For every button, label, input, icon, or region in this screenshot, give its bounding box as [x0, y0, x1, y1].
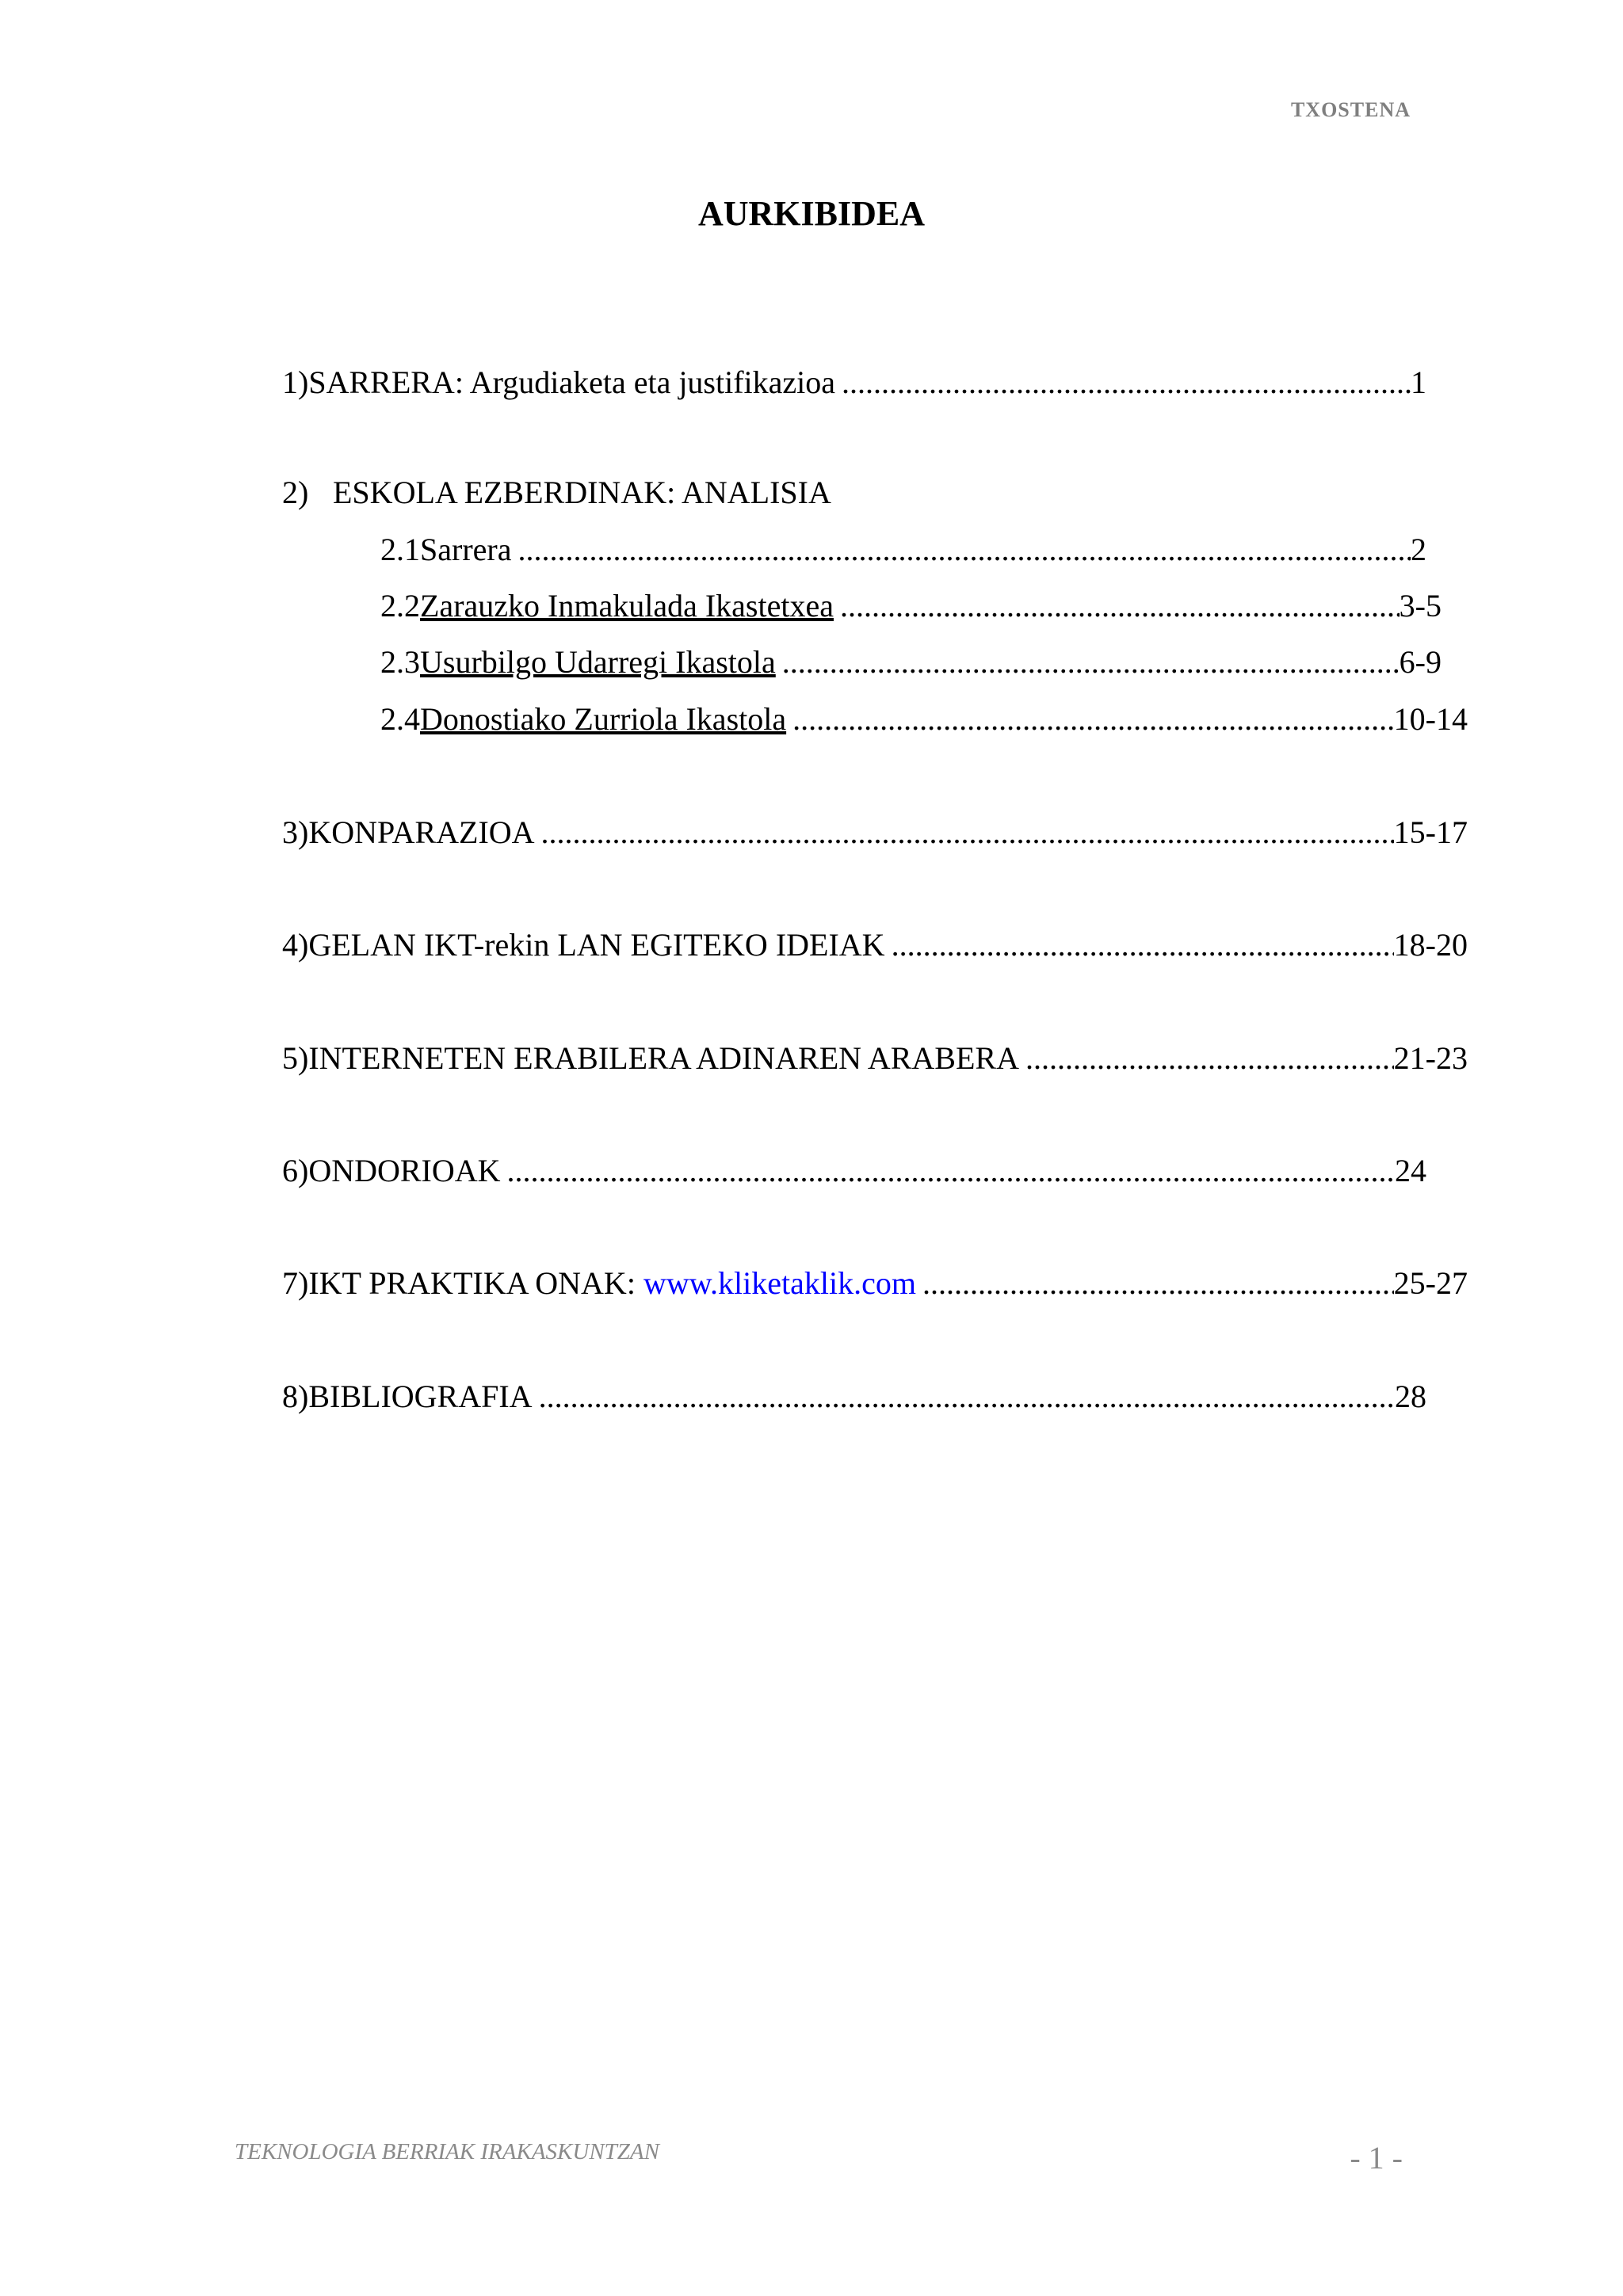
toc-entry-5[interactable]: [282, 1038, 1468, 1079]
toc-entry-1[interactable]: [282, 362, 1426, 403]
page-title: AURKIBIDEA: [697, 194, 926, 233]
toc-label: Sarrera: [420, 532, 512, 567]
toc-label: SARRERA: Argudiaketa eta justifikazioa: [308, 364, 836, 400]
toc-dot-leader: [1025, 1038, 1394, 1079]
toc-number: 7): [282, 1265, 309, 1301]
toc-entry-6[interactable]: [282, 1150, 1426, 1192]
toc-page-number: 3-5: [1399, 588, 1442, 624]
toc-number: 2.1: [380, 532, 420, 567]
toc-label-link[interactable]: Usurbilgo Udarregi Ikastola: [420, 644, 776, 680]
toc-dot-leader: [892, 925, 1394, 966]
toc-label: KONPARAZIOA: [308, 814, 535, 850]
toc-dot-leader: [517, 529, 1411, 570]
toc-dot-leader: [922, 1263, 1394, 1304]
toc-page-number: 1: [1411, 364, 1426, 400]
toc-entry-3[interactable]: [282, 812, 1468, 853]
toc-page-number: 15-17: [1393, 814, 1468, 850]
toc-entry-8[interactable]: [282, 1376, 1426, 1417]
toc-entry-2-2[interactable]: [380, 585, 1442, 627]
toc-label-link[interactable]: Donostiako Zurriola Ikastola: [420, 701, 787, 737]
toc-entry-2-4[interactable]: [380, 699, 1468, 740]
toc-number: 2): [282, 475, 309, 510]
toc-label: IKT PRAKTIKA ONAK:: [308, 1265, 636, 1301]
toc-entry-2[interactable]: [282, 472, 1426, 513]
toc-number: 3): [282, 814, 309, 850]
toc-page-number: 6-9: [1399, 644, 1442, 680]
website-link[interactable]: www.kliketaklik.com: [643, 1265, 916, 1301]
toc-dot-leader: [539, 1376, 1395, 1417]
toc-dot-leader: [792, 699, 1394, 740]
toc-number: 8): [282, 1379, 309, 1414]
toc-page-number: 10-14: [1393, 701, 1468, 737]
toc-number: 5): [282, 1040, 309, 1076]
toc-label: BIBLIOGRAFIA: [308, 1379, 533, 1414]
toc-number: 6): [282, 1153, 309, 1188]
toc-entry-7[interactable]: [282, 1263, 1468, 1304]
toc-page-number: 24: [1395, 1153, 1426, 1188]
toc-number: 2.3: [380, 644, 420, 680]
toc-number: 2.2: [380, 588, 420, 624]
toc-dot-leader: [840, 585, 1400, 627]
toc-label: ONDORIOAK: [308, 1153, 501, 1188]
toc-entry-4[interactable]: [282, 925, 1468, 966]
toc-page-number: 25-27: [1393, 1265, 1468, 1301]
toc-page-number: 18-20: [1393, 927, 1468, 963]
toc-label: ESKOLA EZBERDINAK: ANALISIA: [333, 475, 831, 510]
toc-label: INTERNETEN ERABILERA ADINAREN ARABERA: [308, 1040, 1019, 1076]
toc-page-number: 2: [1411, 532, 1426, 567]
running-footer: TEKNOLOGIA BERRIAK IRAKASKUNTZAN: [235, 2139, 659, 2164]
toc-dot-leader: [541, 812, 1394, 853]
toc-number: 2.4: [380, 701, 420, 737]
toc-entry-2-3[interactable]: [380, 642, 1442, 683]
toc-dot-leader: [507, 1150, 1395, 1192]
page-number: - 1 -: [1350, 2140, 1403, 2176]
toc-label: GELAN IKT-rekin LAN EGITEKO IDEIAK: [308, 927, 885, 963]
toc-page-number: 21-23: [1393, 1040, 1468, 1076]
toc-entry-2-1[interactable]: [380, 529, 1426, 570]
toc-dot-leader: [842, 362, 1411, 403]
toc-number: 4): [282, 927, 309, 963]
running-header: TXOSTENA: [1290, 98, 1411, 121]
toc-label-link[interactable]: Zarauzko Inmakulada Ikastetxea: [420, 588, 834, 624]
toc-number: 1): [282, 364, 309, 400]
toc-page-number: 28: [1395, 1379, 1426, 1414]
toc-dot-leader: [782, 642, 1400, 683]
